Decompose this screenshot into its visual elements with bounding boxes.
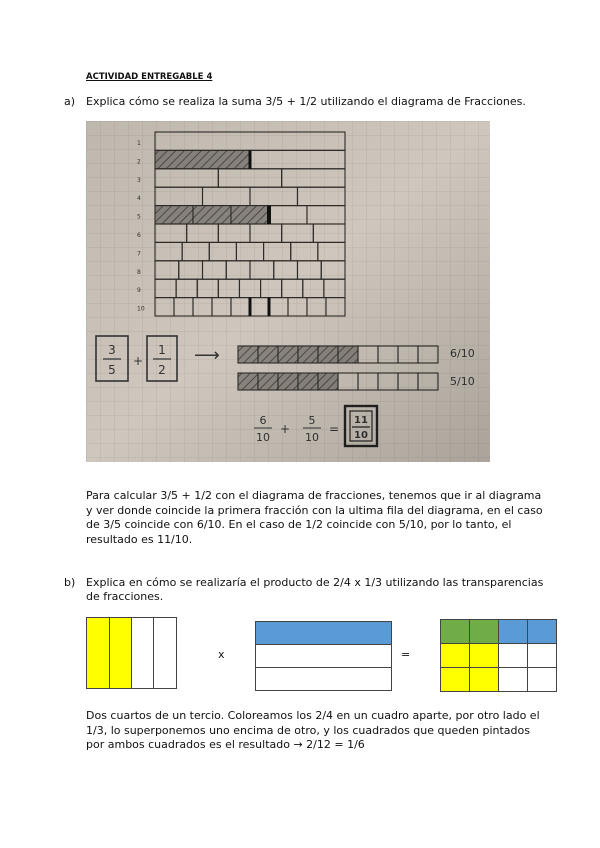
quarter-cell-1 (86, 617, 110, 689)
equals-symbol: = (401, 648, 411, 661)
part-a-explanation-line-3: de 3/5 coincide con 6/10. En el caso de 1/2 coincide con 5/10, por lo tanto, el (86, 518, 512, 531)
part-b-question-line-1: Explica en cómo se realizaría el producto de 2/4 x 1/3 utilizando las transparencias (86, 576, 544, 589)
page-title: ACTIVIDAD ENTREGABLE 4 (86, 72, 213, 82)
quarter-cell-3 (131, 617, 154, 689)
part-a-explanation-line-4: resultado es 11/10. (86, 532, 193, 546)
part-a-question: Explica cómo se realiza la suma 3/5 + 1/2 utilizando el diagrama de Fracciones. (86, 95, 526, 108)
result-cell-r3-c3 (498, 667, 528, 692)
times-symbol: x (218, 648, 225, 661)
part-a-label: a) (64, 95, 76, 108)
part-b-explanation-line-1: Dos cuartos de un tercio. Coloreamos los 2/4 en un cuadro aparte, por otro lado el (86, 709, 540, 722)
quarter-cell-2 (109, 617, 132, 689)
part-a-explanation-line-2: y ver donde coincide la primera fracción con la ultima fila del diagrama, en el caso (86, 503, 543, 517)
result-cell-r2-c2 (469, 643, 499, 668)
quarter-cell-4 (153, 617, 177, 689)
result-cell-r1-c3 (498, 619, 528, 644)
third-cell-1 (255, 621, 392, 645)
result-cell-r3-c4 (527, 667, 557, 692)
result-cell-r3-c1 (440, 667, 470, 692)
part-b-question-line-2: de fracciones. (86, 590, 164, 603)
result-cell-r1-c1 (440, 619, 470, 644)
third-cell-2 (255, 644, 392, 668)
result-cell-r3-c2 (469, 667, 499, 692)
part-b-explanation-line-3: por ambos cuadrados es el resultado → 2/12 = 1/6 (86, 738, 365, 751)
third-cell-3 (255, 667, 392, 691)
result-cell-r1-c2 (469, 619, 499, 644)
fraction-diagram-drawing (86, 121, 490, 462)
fraction-diagram-photo (86, 121, 490, 462)
result-cell-r2-c1 (440, 643, 470, 668)
result-cell-r2-c4 (527, 643, 557, 668)
result-cell-r1-c4 (527, 619, 557, 644)
part-b-explanation-line-2: 1/3, lo superponemos uno encima de otro, y los cuadrados que queden pintados (86, 723, 530, 737)
part-b-question (86, 576, 543, 604)
result-cell-r2-c3 (498, 643, 528, 668)
part-b-label: b) (64, 576, 76, 589)
part-a-explanation-line-1: Para calcular 3/5 + 1/2 con el diagrama de fracciones, tenemos que ir al diagrama (86, 489, 542, 502)
